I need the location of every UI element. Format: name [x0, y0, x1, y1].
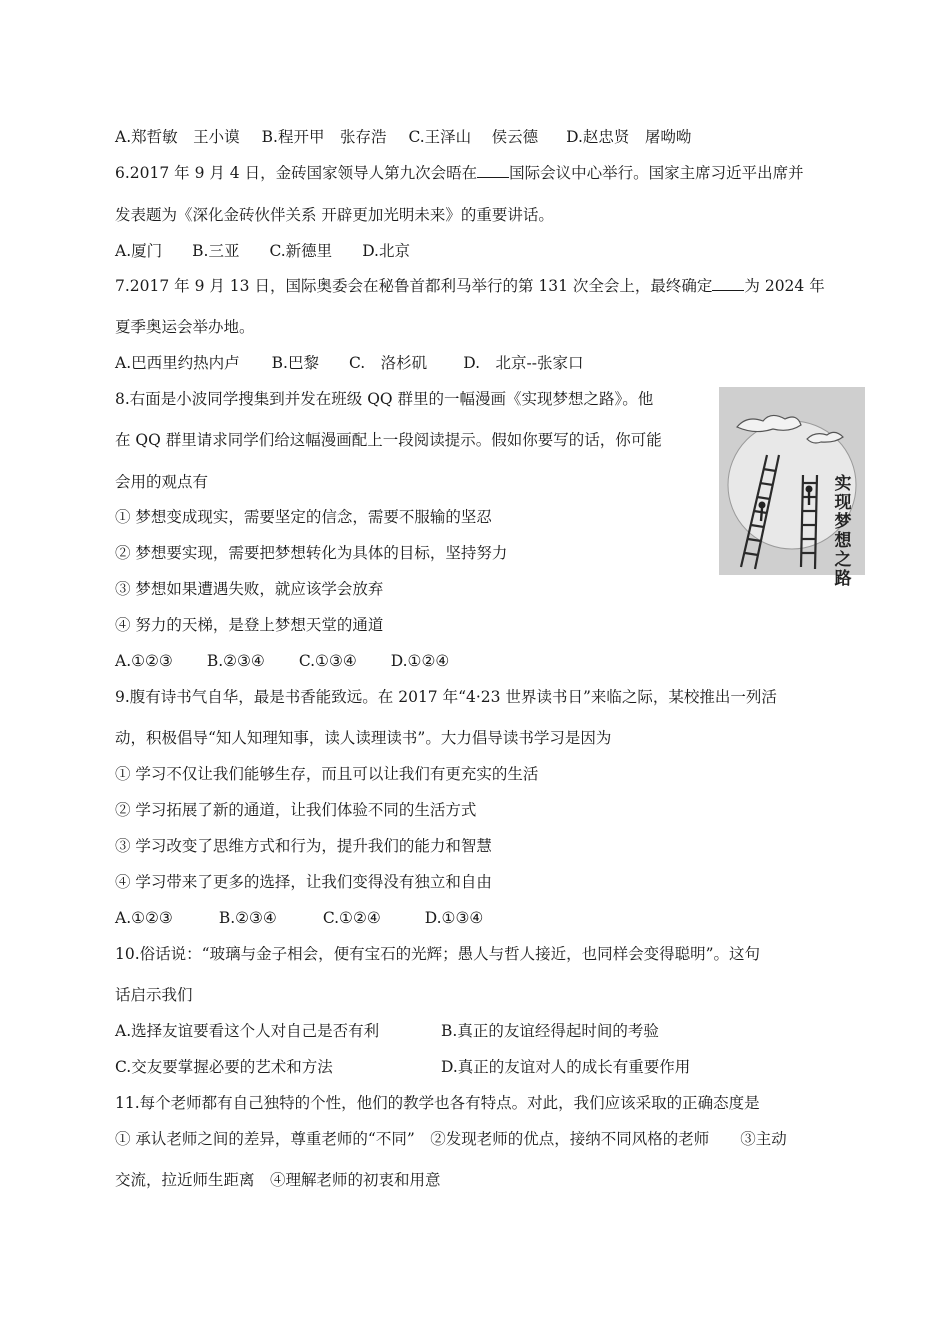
- q6-option-b: B.三亚: [192, 242, 240, 260]
- q7-stem-part2: 为 2024 年: [744, 277, 825, 295]
- q10-stem-line2: 话启示我们: [115, 986, 193, 1004]
- q6-option-d: D.北京: [362, 242, 410, 260]
- q5-options: [115, 127, 691, 147]
- q10-option-d: D.真正的友谊对人的成长有重要作用: [441, 1058, 691, 1076]
- q8-item-4: ④ 努力的天梯，是登上梦想天堂的通道: [115, 616, 384, 634]
- q8-options: [115, 651, 449, 671]
- q8-item-3: ③ 梦想如果遭遇失败，就应该学会放弃: [115, 580, 384, 598]
- q8-option-b: B.②③④: [206, 652, 265, 670]
- cartoon-title-char: 之: [834, 550, 852, 570]
- q7-option-c: C. 洛杉矶: [348, 354, 428, 372]
- q9-stem-line1: 9.腹有诗书气自华，最是书香能致远。在 2017 年“4·23 世界读书日”来临之际，某校推出一列活: [115, 688, 777, 706]
- q9-item-4: ④ 学习带来了更多的选择，让我们变得没有独立和自由: [115, 873, 492, 891]
- q6-answer-blank: [477, 163, 509, 178]
- q7-stem-line1: [115, 276, 825, 296]
- cartoon-title-char: 想: [834, 531, 852, 551]
- q10-option-c: C.交友要掌握必要的艺术和方法: [115, 1058, 333, 1076]
- q11-items-line2: 交流，拉近师生距离 ④理解老师的初衷和用意: [115, 1171, 441, 1189]
- q9-item-2: ② 学习拓展了新的通道，让我们体验不同的生活方式: [115, 801, 477, 819]
- q9-item-3: ③ 学习改变了思维方式和行为，提升我们的能力和智慧: [115, 837, 492, 855]
- q9-option-a: A.①②③: [115, 909, 173, 927]
- q8-option-d: D.①②④: [390, 652, 450, 670]
- q9-item-1: ① 学习不仅让我们能够生存，而且可以让我们有更充实的生活: [115, 765, 539, 783]
- q8-option-c: C.①③④: [298, 652, 357, 670]
- q8-item-1: ① 梦想变成现实，需要坚定的信念，需要不服输的坚忍: [115, 508, 492, 526]
- q9-option-d: D.①③④: [424, 909, 484, 927]
- q6-stem-part1: 6.2017 年 9 月 4 日，金砖国家领导人第九次会晤在: [115, 164, 478, 182]
- cartoon-title-char: 现: [834, 493, 852, 513]
- q10-stem-line1: 10.俗话说：“玻璃与金子相会，便有宝石的光辉；愚人与哲人接近，也同样会变得聪明”。这句: [115, 945, 761, 963]
- q11-stem-line1: 11.每个老师都有自己独特的个性，他们的教学也各有特点。对此，我们应该采取的正确态度是: [115, 1094, 760, 1112]
- q11-items-line1: ① 承认老师之间的差异，尊重老师的“不同” ②发现老师的优点，接纳不同风格的老师 ③主动: [115, 1130, 787, 1148]
- q9-option-c: C.①②④: [322, 909, 381, 927]
- q7-stem-part1: 7.2017 年 9 月 13 日，国际奥委会在秘鲁首都利马举行的第 131 次全会上，最终确定: [115, 277, 713, 295]
- q9-stem-line2: 动，积极倡导“知人知理知事，读人读理读书”。大力倡导读书学习是因为: [115, 729, 612, 747]
- q5-option-c: C.王泽山 侯云德: [408, 128, 539, 146]
- q6-option-c: C.新德里: [269, 242, 333, 260]
- cartoon-dream-ladder: [719, 387, 865, 589]
- q8-stem-line1: 8.右面是小波同学搜集到并发在班级 QQ 群里的一幅漫画《实现梦想之路》。他: [115, 390, 654, 408]
- q7-stem-line2: 夏季奥运会举办地。: [115, 318, 255, 336]
- q6-stem-line2: 发表题为《深化金砖伙伴关系 开辟更加光明未来》的重要讲话。: [115, 206, 554, 224]
- q7-options: [115, 353, 583, 373]
- q8-stem-line2: 在 QQ 群里请求同学们给这幅漫画配上一段阅读提示。假如你要写的话，你可能: [115, 431, 662, 449]
- q5-option-b: B.程开甲 张存浩: [261, 128, 387, 146]
- q8-stem-line3: 会用的观点有: [115, 473, 209, 491]
- q9-option-b: B.②③④: [218, 909, 277, 927]
- q7-option-b: B.巴黎: [271, 354, 319, 372]
- q6-stem-part2: 国际会议中心举行。国家主席习近平出席并: [509, 164, 804, 182]
- cartoon-title-char: 路: [834, 569, 852, 589]
- q7-answer-blank: [712, 276, 744, 291]
- q7-option-a: A.巴西里约热内卢: [115, 354, 240, 372]
- q6-stem-line1: [115, 163, 804, 183]
- q6-option-a: A.厦门: [115, 242, 163, 260]
- q6-options: [115, 241, 410, 261]
- q7-option-d: D. 北京--张家口: [463, 354, 584, 372]
- q8-item-2: ② 梦想要实现，需要把梦想转化为具体的目标，坚持努力: [115, 544, 508, 562]
- q8-option-a: A.①②③: [115, 652, 173, 670]
- cartoon-title: [833, 475, 853, 589]
- q10-option-a: A.选择友谊要看这个人对自己是否有利: [115, 1022, 380, 1040]
- cartoon-title-char: 梦: [834, 512, 852, 532]
- q9-options: [115, 908, 483, 928]
- q10-option-b: B.真正的友谊经得起时间的考验: [441, 1022, 659, 1040]
- q5-option-a: A.郑哲敏 王小谟: [115, 128, 240, 146]
- cartoon-title-char: 实: [834, 474, 852, 494]
- q5-option-d: D.赵忠贤 屠呦呦: [566, 128, 692, 146]
